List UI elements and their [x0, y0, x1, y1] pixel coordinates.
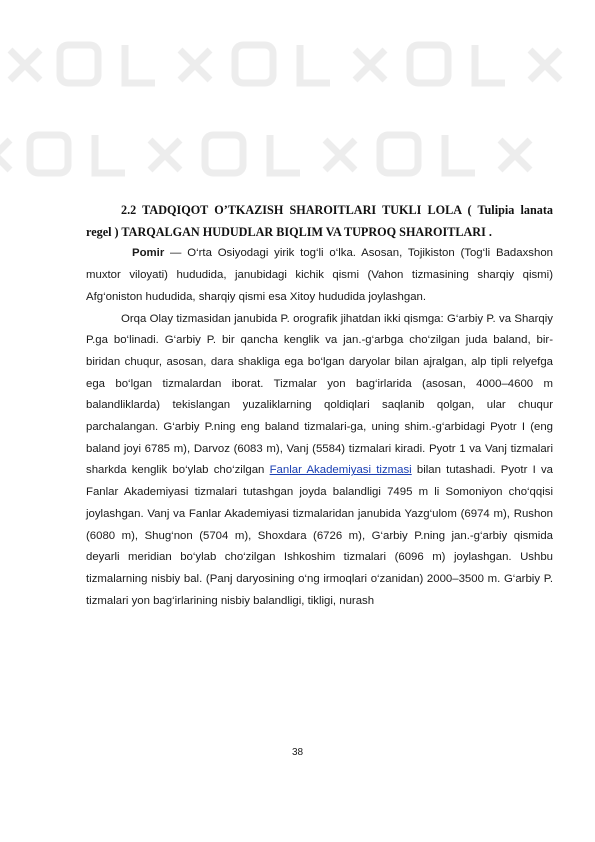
paragraph-1-text: — O‘rta Osiyodagi yirik tog‘li o‘lka. Asosan, Tojikiston (Tog‘li Badaxshon muxtor viloyati) hududida, janubidagi kichik qismi (Vahon tizmasining sharqiy qismi) Afg‘oniston hududida, sharqiy qismi esa Xitoy hududida joylashgan.	[86, 247, 553, 303]
section-heading: 2.2 TADQIQOT O’TKAZISH SHAROITLARI TUKLI LOLA ( Tulipia lanata regel ) TARQALGAN HUDUDLAR BIQLIM VA TUPROQ SHAROITLARI .	[86, 203, 553, 239]
paragraph-2-text-before-link: Orqa Olay tizmasidan janubida P. orografik jihatdan ikki qismga: G‘arbiy P. va Sharqiy P.ga bo‘linadi. G‘arbiy P. bir qancha kenglik va jan.-g‘arbga cho‘zilgan juda baland, bir-biridan chuqur, asosan, dara shakliga ega bo‘lgan daryolar bilan ajralgan, alp tipli relyefga ega bo‘lgan tizmalardan iborat. Tizmalar yon bag‘irlarida (asosan, 4000–4600 m balandliklarda) tekislangan yuzaliklarning qoldiqlari saqlanib qolgan, ular chuqur parchalangan. G‘arbiy P.ning eng baland tizmalari-ga, uning shim.-g‘arbidagi Pyotr I (eng baland joyi 6785 m), Darvoz (6083 m), Vanj (5584) tizmalari kiradi. Pyotr 1 va Vanj tizmalari sharkda kenglik bo‘ylab cho‘zilgan	[86, 312, 553, 477]
paragraph-orography	[86, 309, 553, 613]
paragraph-pomir-intro	[86, 243, 553, 308]
term-pomir: Pomir	[132, 247, 165, 260]
page-number: 38	[291, 747, 304, 758]
fanlar-akademiyasi-link[interactable]: Fanlar Akademiyasi tizmasi	[269, 464, 412, 477]
document-body	[86, 200, 553, 612]
paragraph-2-text-after-link: bilan tutashadi. Pyotr I va Fanlar Akademiyasi tizmalari tutashgan joyda balandligi 7495 m li Somoniyon cho‘qqisi joylashgan. Vanj va Fanlar Akademiyasi tizmalaridan janubida Yazg‘ulom (6974 m), Rushon (6080 m), Shug‘non (5704 m), Shoxdara (6726 m), G‘arbiy P.ning jan.-g‘arbiy qismida deyarli meridian bo‘ylab cho‘zilgan Ishkoshim tizmalari (6096 m) joylashgan. Ushbu tizmalarning nisbiy bal. (Panj daryosining o‘ng irmoqlari o‘zanidan) 2000–3500 m. G‘arbiy P. tizmalari yon bag‘irlarining nisbiy balandligi, tikligi, nurash	[86, 464, 553, 607]
